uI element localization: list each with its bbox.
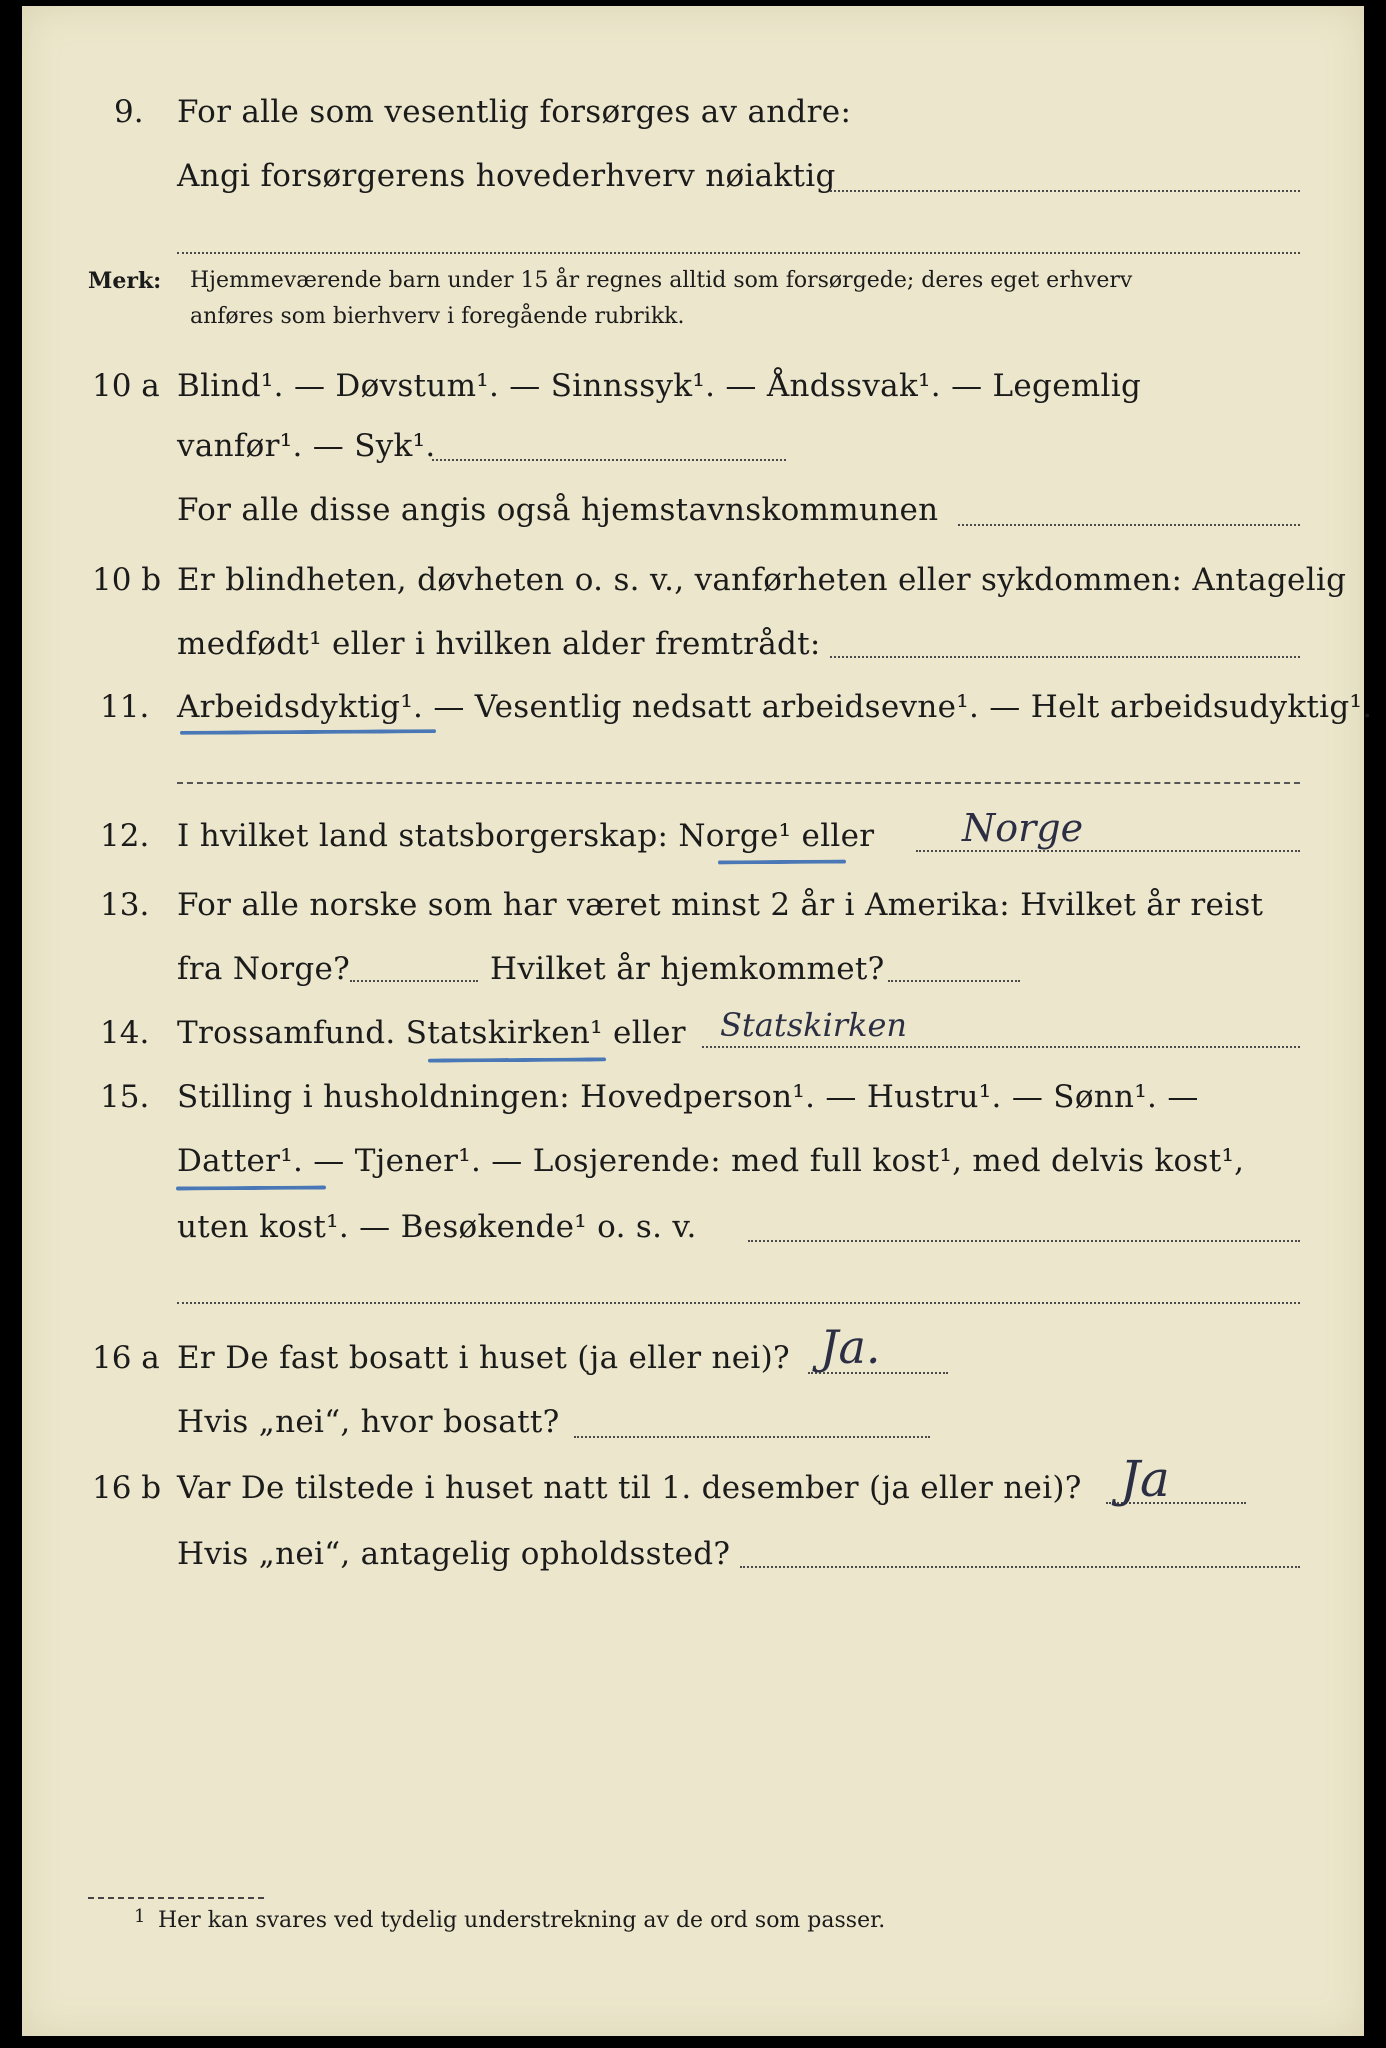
q13-line2b: Hvilket år hjemkommet? — [490, 951, 885, 987]
q15-line2: Datter¹. — Tjener¹. — Losjerende: med full kost¹, med delvis kost¹, — [177, 1143, 1245, 1179]
q12-handwritten-answer: Norge — [962, 806, 1084, 850]
q13-right-answer-line — [888, 980, 1020, 982]
q16b-line2: Hvis „nei“, antagelig opholdssted? — [177, 1536, 731, 1572]
q16b-number: 16 b — [92, 1470, 162, 1506]
q15-answer-line-2 — [177, 1302, 1300, 1304]
q15-line1: Stilling i husholdningen: Hovedperson¹. — Hustru¹. — Sønn¹. — — [177, 1079, 1199, 1115]
q12-number: 12. — [100, 818, 150, 854]
q14-handwritten-answer: Statskirken — [720, 1006, 907, 1044]
q13-line1: For alle norske som har været minst 2 år i Amerika: Hvilket år reist — [177, 887, 1264, 923]
merk-line1: Hjemmeværende barn under 15 år regnes alltid som forsørgede; deres eget erhverv — [190, 268, 1133, 293]
q12-line1: I hvilket land statsborgerskap: Norge¹ eller — [177, 818, 875, 854]
q9-line2: Angi forsørgerens hovederhverv nøiaktig — [177, 158, 836, 194]
q11-line1: Arbeidsdyktig¹. — Vesentlig nedsatt arbeidsevne¹. — Helt arbeidsudyktig¹. — [177, 689, 1373, 725]
footnote-mark: 1 — [134, 1906, 146, 1927]
q16a-line1: Er De fast bosatt i huset (ja eller nei)? — [177, 1340, 790, 1376]
footnote-text: Her kan svares ved tydelig understrekning av de ord som passer. — [158, 1908, 886, 1933]
footnote-rule — [88, 1897, 264, 1899]
q13-line2a: fra Norge? — [177, 951, 351, 987]
q10b-line1: Er blindheten, døvheten o. s. v., vanførheten eller sykdommen: Antagelig — [177, 562, 1347, 598]
q10a-line2: vanfør¹. — Syk¹. — [177, 428, 436, 464]
merk-label: Merk: — [88, 268, 162, 294]
q14-line1: Trossamfund. Statskirken¹ eller — [177, 1015, 686, 1051]
q9-answer-line-2 — [177, 252, 1300, 254]
q9-answer-line — [830, 190, 1300, 192]
q16b-where-answer-line — [740, 1566, 1300, 1568]
q16a-number: 16 a — [92, 1340, 160, 1376]
q16b-handwritten-answer: Ja — [1120, 1450, 1170, 1508]
q13-number: 13. — [100, 887, 150, 923]
q10b-line2: medfødt¹ eller i hvilken alder fremtrådt: — [177, 626, 821, 662]
q11-number: 11. — [100, 689, 150, 725]
merk-line2: anføres som bierhverv i foregående rubrikk. — [190, 304, 685, 329]
q15-number: 15. — [100, 1079, 150, 1115]
q9-line1: For alle som vesentlig forsørges av andre: — [177, 94, 852, 130]
q11-answer-line — [177, 782, 1300, 784]
q15-answer-line — [748, 1240, 1300, 1242]
q10a-home-answer-line — [958, 524, 1300, 526]
q9-number: 9. — [114, 94, 144, 130]
q14-number: 14. — [100, 1015, 150, 1051]
q12-answer-line — [916, 850, 1300, 852]
q16a-where-answer-line — [574, 1436, 930, 1438]
q10b-number: 10 b — [92, 562, 162, 598]
q10a-line3: For alle disse angis også hjemstavnskommunen — [177, 492, 939, 528]
q10a-answer-line — [432, 459, 786, 461]
q15-line3: uten kost¹. — Besøkende¹ o. s. v. — [177, 1209, 697, 1245]
q10a-line1: Blind¹. — Døvstum¹. — Sinnssyk¹. — Åndssvak¹. — Legemlig — [177, 368, 1142, 404]
q16b-line1: Var De tilstede i huset natt til 1. desember (ja eller nei)? — [177, 1470, 1082, 1506]
q13-left-answer-line — [350, 980, 478, 982]
q10b-answer-line — [830, 656, 1300, 658]
q14-answer-line — [702, 1046, 1300, 1048]
q16a-handwritten-answer: Ja. — [820, 1320, 881, 1374]
q10a-number: 10 a — [92, 368, 160, 404]
q16a-line2: Hvis „nei“, hvor bosatt? — [177, 1404, 560, 1440]
